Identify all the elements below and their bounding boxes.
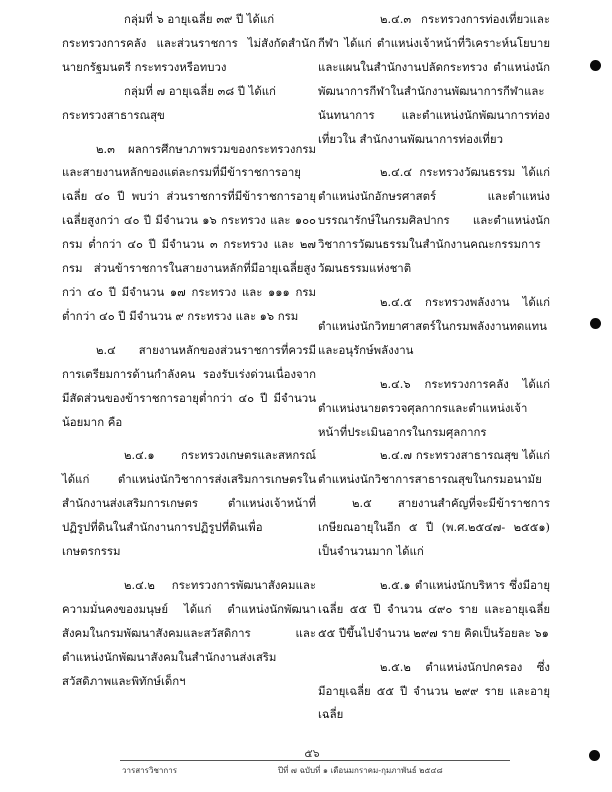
paragraph: ๒.๓ ผลการศึกษาภาพรวมของกระทรวงกรมและสายงานหลักของแต่ละกรมที่มีข้าราชการอายุเฉลี่ย ๔๐ ปี พบว่า ส่วนราชการที่มีข้าราชการอายุเฉลี่ยสูงกว่า ๔๐ ปี มีจำนวน ๑๖ กระทรวง และ ๑๐๐ กรม ต่ำกว่า ๔๐ ปี มีจำนวน ๓ กระทรวง และ ๒๗ กรม ส่วนข้าราชการในสายงานหลักที่มีอายุเฉลี่ยสูงกว่า ๔๐ ปี มีจำนวน ๑๗ กระทรวง และ ๑๑๑ กรม ต่ำกว่า ๔๐ ปี มีจำนวน ๙ กระทรวง และ ๑๖ กรม (62, 141, 316, 323)
paragraph: กระทรวงสาธารณสุข (62, 107, 165, 122)
paragraph: ๒.๔ สายงานหลักของส่วนราชการที่ควรมีการเตรียมการด้านกำลังคน รองรับเร่งด่วนเนื่องจากมีสัดส่วนของข้าราชการอายุต่ำกว่า ๔๐ ปี มีจำนวนน้อยมาก คือ (62, 342, 316, 429)
paragraph: ๒.๕ สายงานสำคัญที่จะมีข้าราชการเกษียณอายุในอีก ๕ ปี (พ.ศ.๒๕๔๗- ๒๕๕๑) เป็นจำนวนมาก ได้แก่ (318, 496, 550, 559)
paragraph: กลุ่มที่ ๗ อายุเฉลี่ย ๓๘ ปี ได้แก่ (124, 83, 276, 98)
binder-hole-icon (589, 750, 600, 761)
paragraph: ๒.๔.๒ กระทรวงการพัฒนาสังคมและความมั่นคงของมนุษย์ ได้แก่ ตำแหน่งนักพัฒนาสังคมในกรมพัฒนาสังคมและสวัสดิการ และตำแหน่งนักพัฒนาสังคมในสำนักงานส่งเสริมสวัสดิภาพและพิทักษ์เด็กฯ (62, 577, 316, 688)
paragraph: กระทรวงการคลัง และส่วนราชการ ไม่สังกัดสำนักนายกรัฐมนตรี กระทรวงหรือทบวง (62, 35, 316, 74)
binder-hole-icon (590, 60, 601, 71)
paragraph: ๒.๔.๕ กระทรวงพลังงาน ได้แก่ ตำแหน่งนักวิทยาศาสตร์ในกรมพลังงานทดแทนและอนุรักษ์พลังงาน (318, 294, 550, 357)
binder-hole-icon (590, 318, 601, 329)
page-footer (60, 744, 560, 784)
right-column (318, 8, 550, 727)
page-number: ๕๖ (304, 747, 320, 760)
paragraph: กลุ่มที่ ๖ อายุเฉลี่ย ๓๙ ปี ได้แก่ (124, 12, 275, 26)
paragraph: ๒.๔.๓ กระทรวงการท่องเที่ยวและกีฬา ได้แก่ ตำแหน่งเจ้าหน้าที่วิเคราะห์นโยบายและแผนในสำนักงานปลัดกระทรวง ตำแหน่งนักพัฒนาการกีฬาในสำนักงานพัฒนาการกีฬาและนันทนาการ และตำแหน่งนักพัฒนาการท่องเที่ยวใน สำนักงานพัฒนาการท่องเที่ยว (318, 12, 550, 146)
paragraph: ๒.๔.๗ กระทรวงสาธารณสุข ได้แก่ ตำแหน่งนักวิชาการสาธารณสุขในกรมอนามัย (318, 448, 550, 487)
footer-divider (120, 760, 510, 761)
paragraph: ๒.๔.๔ กระทรวงวัฒนธรรม ได้แก่ ตำแหน่งนักอักษรศาสตร์ และตำแหน่งบรรณารักษ์ในกรมศิลปากร และตำแหน่งนักวิชาการวัฒนธรรมในสำนักงานคณะกรรมการวัฒนธรรมแห่งชาติ (318, 165, 550, 276)
journal-name: วารสารวิชาการ (122, 766, 177, 775)
left-column (62, 8, 316, 693)
paragraph: ๒.๕.๒ ตำแหน่งนักปกครอง ซึ่งมีอายุเฉลี่ย ๕๕ ปี จำนวน ๒๙๙ ราย และอายุเฉลี่ย (318, 659, 550, 722)
paragraph: ๒.๔.๑ กระทรวงเกษตรและสหกรณ์ ได้แก่ ตำแหน่งนักวิชาการส่งเสริมการเกษตรในสำนักงานส่งเสริมการเกษตร ตำแหน่งเจ้าหน้าที่ปฏิรูปที่ดินในสำนักงานการปฏิรูปที่ดินเพื่อเกษตรกรรม (62, 448, 316, 559)
paragraph: ๒.๕.๑ ตำแหน่งนักบริหาร ซึ่งมีอายุเฉลี่ย ๕๕ ปี จำนวน ๔๙๐ ราย และอายุเฉลี่ย ๕๕ ปีขึ้นไปจำนวน ๒๙๗ ราย คิดเป็นร้อยละ ๖๑ (318, 577, 550, 640)
paragraph: ๒.๔.๖ กระทรวงการคลัง ได้แก่ ตำแหน่งนายตรวจศุลกากรและตำแหน่งเจ้าหน้าที่ประเมินอากรในกรมศุลกากร (318, 376, 550, 439)
issue-info: ปีที่ ๗ ฉบับที่ ๑ เดือนมกราคม-กุมภาพันธ์ ๒๕๔๘ (278, 766, 443, 775)
